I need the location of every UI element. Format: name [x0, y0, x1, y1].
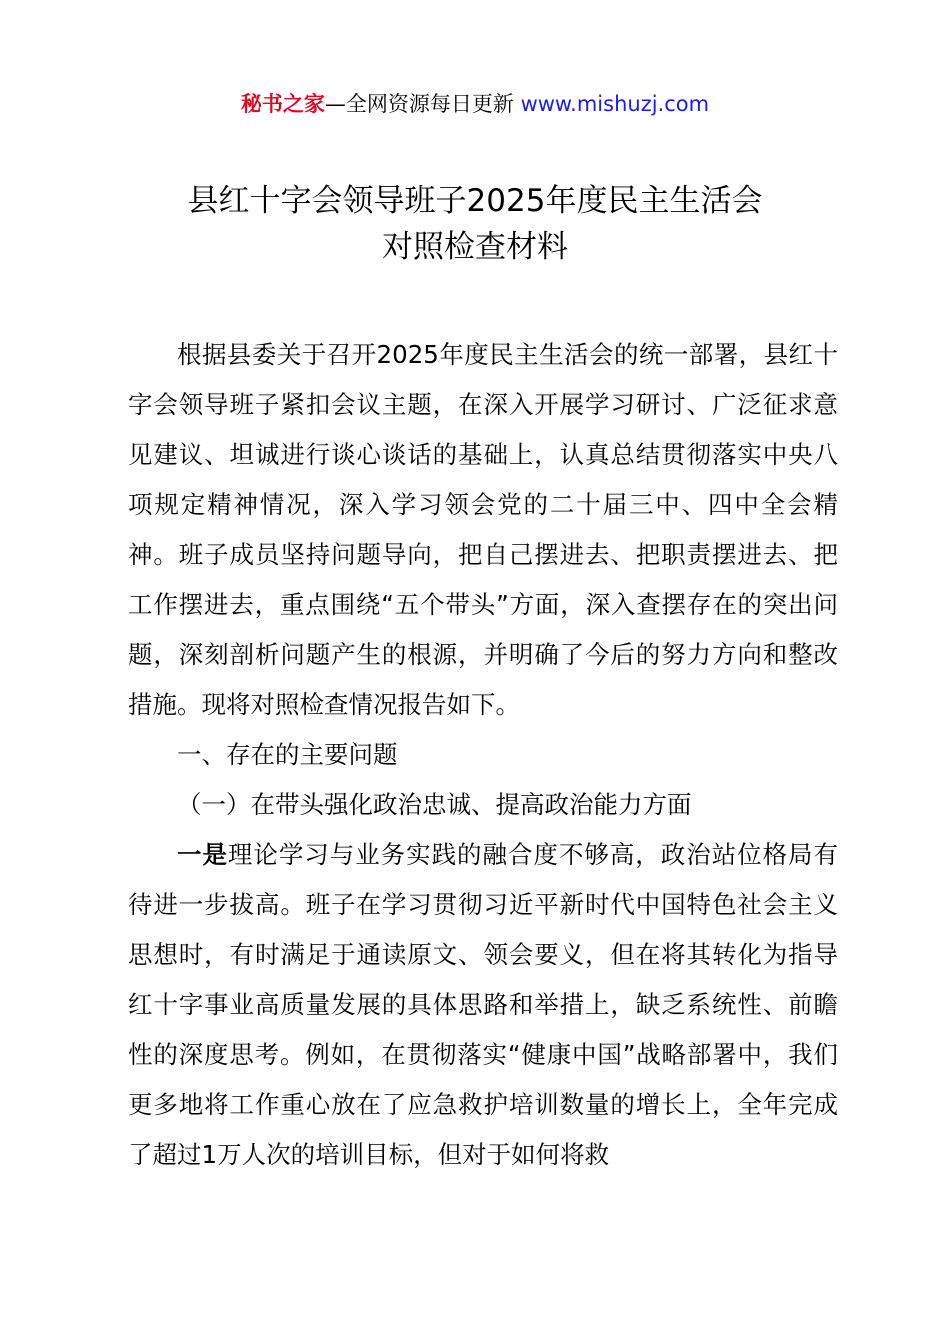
intro-paragraph: 根据县委关于召开2025年度民主生活会的统一部署，县红十字会领导班子紧扣会议主题，在深入开展学习研讨、广泛征求意见建议、坦诚进行谈心谈话的基础上，认真总结贯彻落实中央八项规定精神情况，深入学习领会党的二十届三中、四中全会精神。班子成员坚持问题导向，把自己摆进去、把职责摆进去、把工作摆进去，重点围绕“五个带头”方面，深入查摆存在的突出问题，深刻剖析问题产生的根源，并明确了今后的努力方向和整改措施。现将对照检查情况报告如下。 [128, 340, 838, 719]
point-lead: 一是 [177, 840, 228, 869]
subsection-heading: （一）在带头强化政治忠诚、提高政治能力方面 [177, 790, 692, 819]
point-text: 理论学习与业务实践的融合度不够高，政治站位格局有待进一步拔高。班子在学习贯彻习近平新时代中国特色社会主义思想时，有时满足于通读原文、领会要义，但在将其转化为指导红十字事业高质量发展的具体思路和举措上，缺乏系统性、前瞻性的深度思考。例如，在贯彻落实“健康中国”战略部署中，我们更多地将工作重心放在了应急救护培训数量的增长上，全年完成了超过1万人次的培训目标，但对于如何将救 [128, 840, 838, 1169]
brand-name: 秘书之家 [240, 92, 325, 116]
site-url-link[interactable]: www.mishuzj.com [520, 92, 710, 116]
document-body [128, 330, 838, 1180]
title-line-1: 县红十字会领导班子2025年度民主生活会 [187, 183, 763, 219]
header-tagline: —全网资源每日更新 [324, 92, 521, 116]
document-title [0, 178, 950, 270]
title-line-2: 对照检查材料 [382, 229, 568, 265]
site-header [0, 88, 950, 120]
section-heading: 一、存在的主要问题 [177, 740, 398, 769]
point-paragraph [128, 830, 838, 1180]
